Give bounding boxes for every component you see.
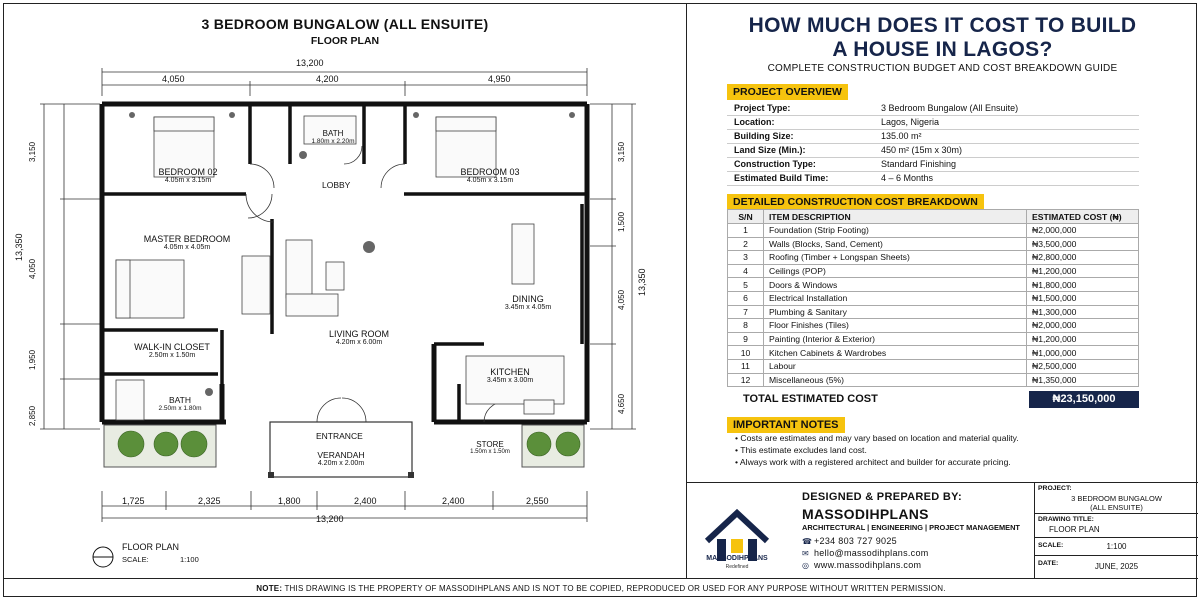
room-bedroom02	[148, 167, 228, 184]
logo-text: MASSODIHPLANS	[706, 555, 768, 562]
row-sn: 2	[728, 237, 764, 251]
breakdown-row	[728, 237, 1139, 251]
room-size: 3.45m x 4.05m	[504, 304, 552, 311]
row-cost: ₦1,350,000	[1027, 373, 1139, 387]
room-living	[314, 329, 404, 346]
note-text: Always work with a registered architect and builder for accurate pricing.	[739, 457, 1011, 467]
room-bath-bottom	[144, 395, 216, 412]
row-cost: ₦2,000,000	[1027, 319, 1139, 333]
room-size: 4.20m x 2.00m	[317, 460, 365, 467]
contact-phone	[802, 536, 897, 546]
row-cost: ₦2,800,000	[1027, 251, 1139, 265]
breakdown-row	[728, 264, 1139, 278]
room-name: LIVING ROOM	[328, 329, 389, 339]
room-size: 4.05m x 4.05m	[163, 244, 211, 251]
dim-top-1: 4,050	[162, 74, 185, 84]
row-cost: ₦1,000,000	[1027, 346, 1139, 360]
room-name: MASTER BEDROOM	[143, 234, 231, 244]
row-item: Doors & Windows	[764, 278, 1027, 292]
scale-label: SCALE:	[1038, 542, 1064, 549]
guide-title-line2: A HOUSE IN LAGOS?	[832, 38, 1053, 61]
dim-left-3: 1,950	[28, 349, 37, 370]
cost-guide-panel	[687, 4, 1198, 578]
website-text: www.massodihplans.com	[814, 560, 922, 570]
row-item: Painting (Interior & Exterior)	[764, 332, 1027, 346]
overview-row	[727, 143, 1139, 157]
breakdown-table	[727, 209, 1139, 387]
breakdown-row	[728, 278, 1139, 292]
room-verandah	[301, 450, 381, 467]
dim-left-total: 13,350	[14, 233, 24, 261]
project-value-1: 3 BEDROOM BUNGALOW	[1071, 494, 1162, 503]
room-size: 2.50m x 1.50m	[148, 352, 196, 359]
guide-subtitle: COMPLETE CONSTRUCTION BUDGET AND COST BREAKDOWN GUIDE	[767, 63, 1118, 74]
row-cost: ₦1,500,000	[1027, 291, 1139, 305]
dim-right-total: 13,350	[637, 268, 647, 296]
logo	[687, 483, 787, 578]
room-name: WALK-IN CLOSET	[134, 342, 210, 352]
note-text: This estimate excludes land cost.	[740, 445, 867, 455]
project-value-2: (ALL ENSUITE)	[1090, 503, 1143, 512]
row-cost: ₦2,500,000	[1027, 359, 1139, 373]
drawing-value: FLOOR PLAN	[1049, 525, 1100, 534]
row-cost: ₦1,200,000	[1027, 332, 1139, 346]
notes-heading: IMPORTANT NOTES	[727, 417, 845, 433]
floor-plan-panel	[4, 4, 686, 578]
row-sn: 7	[728, 305, 764, 319]
breakdown-row	[728, 319, 1139, 333]
overview-label: Project Type:	[727, 101, 874, 115]
phone-icon: ☎	[802, 537, 813, 546]
logo-sub: Redefined	[725, 564, 749, 570]
breakdown-row	[728, 251, 1139, 265]
room-name: BATH	[168, 395, 192, 405]
room-dining	[488, 294, 568, 311]
row-sn: 9	[728, 332, 764, 346]
room-lobby: LOBBY	[322, 180, 351, 190]
row-sn: 8	[728, 319, 764, 333]
dim-bottom-1: 1,725	[122, 496, 145, 506]
dim-bottom-2: 2,325	[198, 496, 221, 506]
date-value: JUNE, 2025	[1094, 562, 1139, 571]
plan-subtitle: FLOOR PLAN	[310, 35, 380, 47]
overview-label: Location:	[727, 115, 874, 129]
meta-scale	[1035, 538, 1198, 556]
breakdown-row	[728, 332, 1139, 346]
room-name: KITCHEN	[490, 367, 530, 377]
dim-top-2: 4,200	[316, 74, 339, 84]
overview-label: Land Size (Min.):	[727, 143, 874, 157]
overview-label: Estimated Build Time:	[727, 171, 874, 185]
note-item: • Always work with a registered architect and builder for accurate pricing.	[735, 457, 1011, 467]
date-label: DATE:	[1038, 560, 1059, 567]
row-item: Labour	[764, 359, 1027, 373]
row-item: Miscellaneous (5%)	[764, 373, 1027, 387]
dim-bottom-3: 1,800	[278, 496, 301, 506]
room-name: VERANDAH	[317, 450, 365, 460]
legend-scale-label: SCALE:	[122, 555, 149, 564]
note-text: Costs are estimates and may vary based on location and material quality.	[740, 433, 1019, 443]
dim-bottom-6: 2,550	[526, 496, 549, 506]
room-name: BATH	[322, 129, 344, 138]
room-name: BEDROOM 03	[460, 167, 520, 177]
overview-label: Building Size:	[727, 129, 874, 143]
total-value: ₦23,150,000	[1029, 391, 1139, 408]
plan-title: 3 BEDROOM BUNGALOW (ALL ENSUITE)	[201, 16, 489, 32]
row-sn: 3	[728, 251, 764, 265]
legend-title: FLOOR PLAN	[122, 542, 180, 552]
room-size: 4.20m x 6.00m	[335, 339, 383, 346]
row-cost: ₦2,000,000	[1027, 224, 1139, 238]
mail-icon: ✉	[802, 549, 810, 558]
notes-list	[727, 432, 1139, 468]
dim-right-3: 4,050	[617, 289, 626, 310]
overview-row	[727, 129, 1139, 143]
dim-top-3: 4,950	[488, 74, 511, 84]
row-cost: ₦1,200,000	[1027, 264, 1139, 278]
dim-left-2: 4,050	[28, 258, 37, 279]
breakdown-heading: DETAILED CONSTRUCTION COST BREAKDOWN	[727, 194, 984, 210]
room-size: 4.05m x 3.15m	[164, 177, 212, 184]
dim-bottom-4: 2,400	[354, 496, 377, 506]
disclaimer-bar	[4, 578, 1198, 597]
row-item: Electrical Installation	[764, 291, 1027, 305]
email-text: hello@massodihplans.com	[814, 548, 929, 558]
note-item: • Costs are estimates and may vary based on location and material quality.	[735, 433, 1019, 443]
meta-date	[1035, 556, 1198, 578]
dim-right-2: 1,500	[617, 211, 626, 232]
section-marker-icon	[90, 544, 116, 570]
row-item: Ceilings (POP)	[764, 264, 1027, 278]
row-cost: ₦1,300,000	[1027, 305, 1139, 319]
drawing-label: DRAWING TITLE:	[1038, 516, 1094, 523]
brand-name: MASSODIHPLANS	[802, 506, 929, 522]
drawing-meta	[1034, 483, 1198, 578]
row-sn: 1	[728, 224, 764, 238]
overview-row	[727, 157, 1139, 171]
room-kitchen	[470, 367, 550, 384]
room-name: BEDROOM 02	[158, 167, 218, 177]
room-name: STORE	[476, 440, 504, 449]
overview-value: 450 m² (15m x 30m)	[874, 143, 1139, 157]
overview-heading: PROJECT OVERVIEW	[727, 84, 848, 100]
designed-by: DESIGNED & PREPARED BY:	[802, 491, 962, 503]
room-closet	[122, 342, 222, 359]
contact-website[interactable]	[802, 560, 921, 570]
meta-project	[1035, 483, 1198, 514]
room-size: 1.80m x 2.20m	[311, 138, 355, 145]
row-item: Walls (Blocks, Sand, Cement)	[764, 237, 1027, 251]
drawing-sheet	[3, 3, 1197, 597]
dim-right-1: 3,150	[617, 141, 626, 162]
globe-icon: ◎	[802, 561, 810, 570]
total-label: TOTAL ESTIMATED COST	[743, 393, 878, 405]
row-sn: 5	[728, 278, 764, 292]
breakdown-row	[728, 291, 1139, 305]
row-sn: 10	[728, 346, 764, 360]
row-sn: 12	[728, 373, 764, 387]
header-item: ITEM DESCRIPTION	[764, 210, 1027, 224]
row-sn: 4	[728, 264, 764, 278]
breakdown-row	[728, 346, 1139, 360]
contact-email[interactable]	[802, 548, 929, 558]
room-size: 4.05m x 3.15m	[466, 177, 514, 184]
dim-bottom-5: 2,400	[442, 496, 465, 506]
overview-value: Lagos, Nigeria	[874, 115, 1139, 129]
floor-plan-drawing	[4, 4, 686, 578]
row-cost: ₦3,500,000	[1027, 237, 1139, 251]
overview-row	[727, 171, 1139, 185]
dim-left-1: 3,150	[28, 141, 37, 162]
legend-scale-value: 1:100	[180, 555, 199, 564]
overview-value: Standard Finishing	[874, 157, 1139, 171]
header-cost: ESTIMATED COST (₦)	[1027, 210, 1139, 224]
room-master	[132, 234, 242, 251]
dim-right-4: 4,650	[617, 393, 626, 414]
note-item: • This estimate excludes land cost.	[735, 445, 867, 455]
disclaimer-text: THIS DRAWING IS THE PROPERTY OF MASSODIHPLANS AND IS NOT TO BE COPIED, REPRODUCED OR USED FOR ANY PURPOSE WITHOUT WRITTEN PERMISSION.	[284, 584, 946, 593]
breakdown-header-row	[728, 210, 1139, 224]
dim-left-4: 2,850	[28, 405, 37, 426]
room-bath-top	[302, 129, 364, 145]
phone-text: +234 803 727 9025	[814, 536, 897, 546]
row-item: Foundation (Strip Footing)	[764, 224, 1027, 238]
project-label: PROJECT:	[1038, 485, 1072, 492]
overview-row	[727, 101, 1139, 115]
guide-title-line1: HOW MUCH DOES IT COST TO BUILD	[748, 14, 1137, 37]
breakdown-row	[728, 224, 1139, 238]
row-sn: 11	[728, 359, 764, 373]
row-item: Floor Finishes (Tiles)	[764, 319, 1027, 333]
overview-value: 135.00 m²	[874, 129, 1139, 143]
row-cost: ₦1,800,000	[1027, 278, 1139, 292]
overview-label: Construction Type:	[727, 157, 874, 171]
overview-row	[727, 115, 1139, 129]
scale-value: 1:100	[1106, 542, 1127, 551]
breakdown-row	[728, 373, 1139, 387]
meta-drawing	[1035, 514, 1198, 538]
overview-value: 3 Bedroom Bungalow (All Ensuite)	[874, 101, 1139, 115]
room-size: 1.50m x 1.50m	[470, 449, 510, 455]
disclaimer-note: NOTE:	[256, 584, 283, 593]
dim-bottom-total: 13,200	[316, 514, 344, 524]
breakdown-row	[728, 359, 1139, 373]
row-item: Kitchen Cabinets & Wardrobes	[764, 346, 1027, 360]
dim-top-total: 13,200	[296, 58, 324, 68]
header-sn: S/N	[728, 210, 764, 224]
row-item: Plumbing & Sanitary	[764, 305, 1027, 319]
room-size: 2.50m x 1.80m	[158, 405, 202, 412]
room-store	[460, 440, 520, 455]
room-size: 3.45m x 3.00m	[486, 377, 534, 384]
overview-value: 4 – 6 Months	[874, 171, 1139, 185]
row-item: Roofing (Timber + Longspan Sheets)	[764, 251, 1027, 265]
room-entrance: ENTRANCE	[316, 431, 363, 441]
breakdown-row	[728, 305, 1139, 319]
overview-table	[727, 101, 1139, 186]
room-bedroom03	[450, 167, 530, 184]
room-name: DINING	[512, 294, 544, 304]
row-sn: 6	[728, 291, 764, 305]
brand-tagline: ARCHITECTURAL | ENGINEERING | PROJECT MANAGEMENT	[802, 523, 1020, 532]
